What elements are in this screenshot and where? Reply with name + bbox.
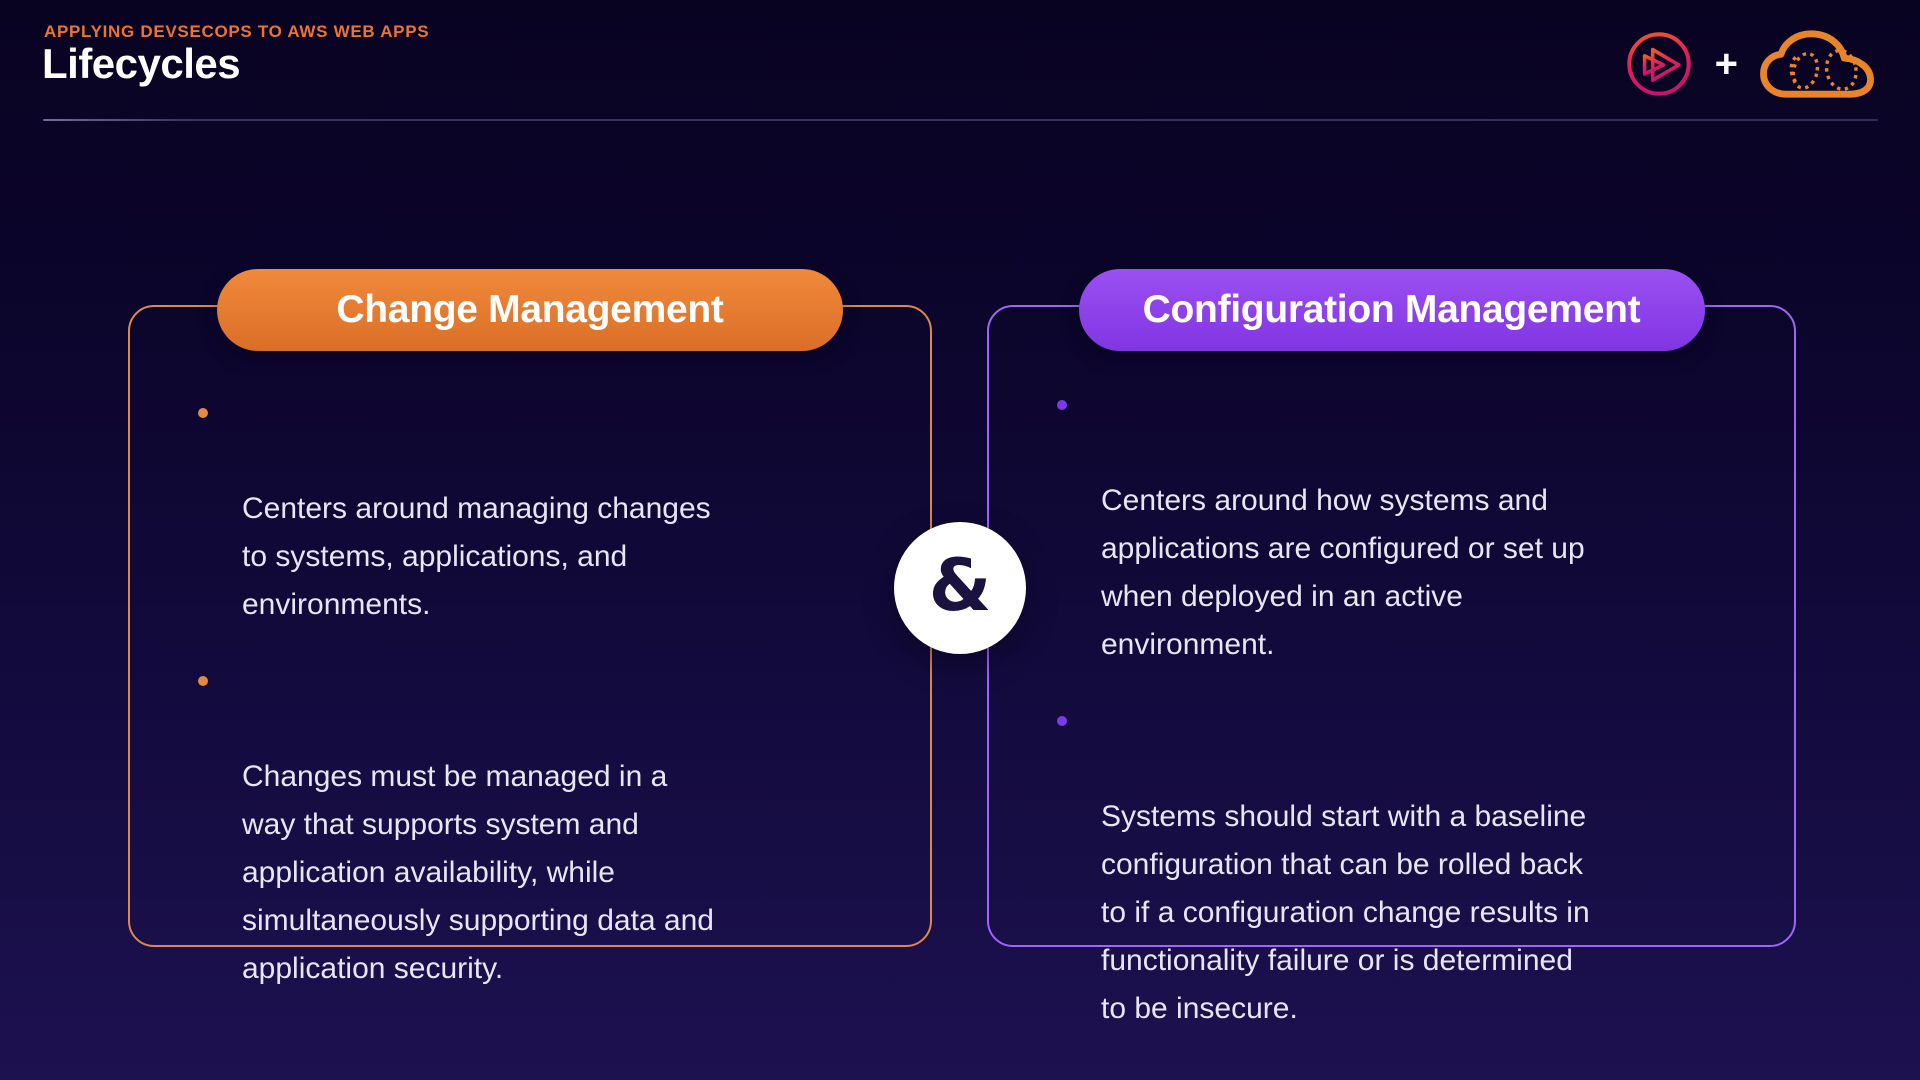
- configuration-management-bullets: [1055, 381, 1766, 1033]
- bullet-text: Changes must be managed in a way that supports system and application availability, while simultaneously supporting data and application security.: [242, 760, 714, 985]
- bullet-text: Centers around managing changes to systems, applications, and environments.: [242, 492, 711, 621]
- bullet-text: Systems should start with a baseline configuration that can be rolled back to if a configuration change results in functionality failure or is determined to be insecure.: [1101, 800, 1590, 1025]
- card-title: Change Management: [336, 288, 724, 331]
- bullet-item: [196, 389, 902, 629]
- card-configuration-management: [987, 288, 1796, 1025]
- logo-group: [1623, 28, 1876, 104]
- bullet-text: Centers around how systems and applications are configured or set up when deployed in an active environment.: [1101, 484, 1585, 661]
- bullet-dot-icon: [198, 408, 208, 418]
- ampersand-label: &: [928, 543, 992, 627]
- page-title: Lifecycles: [42, 40, 241, 87]
- bullet-dot-icon: [1057, 400, 1067, 410]
- configuration-management-title-pill: [1079, 269, 1705, 351]
- card-change-management: [128, 288, 932, 985]
- bullet-dot-icon: [198, 676, 208, 686]
- bullet-dot-icon: [1057, 716, 1067, 726]
- bullet-item: [1055, 381, 1766, 669]
- bullet-item: [196, 657, 902, 993]
- card-title: Configuration Management: [1142, 288, 1641, 331]
- bullet-item: [1055, 697, 1766, 1033]
- pluralsight-play-icon: [1623, 28, 1695, 105]
- change-management-title-pill: [217, 269, 843, 351]
- change-management-bullets: [196, 389, 902, 993]
- aws-cloud-icon: [1758, 28, 1876, 105]
- plus-icon: +: [1714, 42, 1738, 86]
- ampersand-badge: [894, 522, 1026, 654]
- course-kicker: APPLYING DEVSECOPS TO AWS WEB APPS: [44, 22, 430, 41]
- header-divider: [43, 119, 1878, 121]
